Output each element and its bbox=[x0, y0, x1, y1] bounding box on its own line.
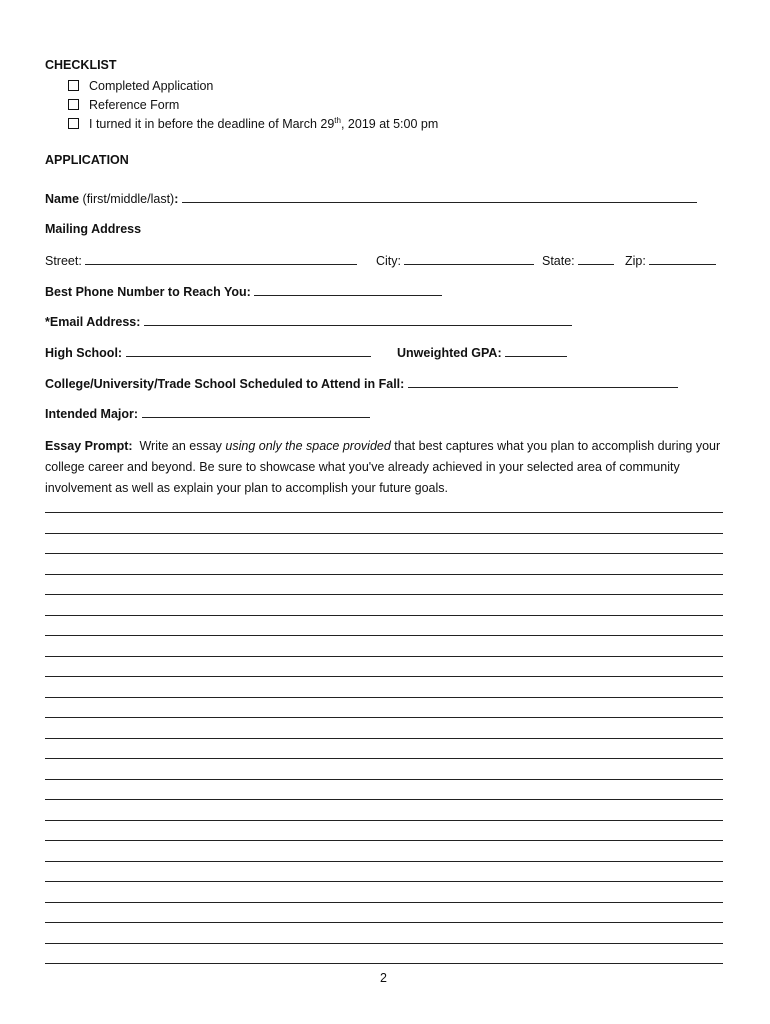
checkbox-reference-form[interactable] bbox=[68, 99, 79, 110]
checklist-item-label: Reference Form bbox=[89, 97, 180, 112]
essay-line[interactable] bbox=[45, 724, 723, 739]
essay-line[interactable] bbox=[45, 683, 723, 698]
major-row bbox=[45, 406, 370, 421]
zip-row bbox=[625, 253, 716, 268]
essay-text-italic: using only the space provided bbox=[225, 439, 391, 453]
gpa-label: Unweighted GPA: bbox=[397, 346, 502, 360]
college-row bbox=[45, 376, 678, 391]
state-label: State: bbox=[542, 254, 575, 268]
essay-line[interactable] bbox=[45, 539, 723, 554]
checkbox-completed-application[interactable] bbox=[68, 80, 79, 91]
zip-label: Zip: bbox=[625, 254, 646, 268]
high-school-row bbox=[45, 345, 371, 360]
gpa-field[interactable] bbox=[505, 345, 567, 357]
essay-line[interactable] bbox=[45, 888, 723, 903]
essay-line[interactable] bbox=[45, 560, 723, 575]
state-field[interactable] bbox=[578, 253, 614, 265]
city-field[interactable] bbox=[404, 253, 534, 265]
essay-line[interactable] bbox=[45, 867, 723, 882]
major-label: Intended Major: bbox=[45, 407, 139, 421]
high-school-label: High School: bbox=[45, 346, 123, 360]
essay-line[interactable] bbox=[45, 806, 723, 821]
mailing-address-label: Mailing Address bbox=[45, 222, 142, 236]
street-label: Street: bbox=[45, 254, 82, 268]
checklist-item-label: Completed Application bbox=[89, 78, 214, 93]
essay-line[interactable] bbox=[45, 929, 723, 944]
state-row bbox=[542, 253, 614, 268]
email-row bbox=[45, 314, 572, 329]
essay-line[interactable] bbox=[45, 662, 723, 677]
checklist-item-application bbox=[68, 77, 213, 94]
application-title: APPLICATION bbox=[45, 153, 129, 167]
essay-line[interactable] bbox=[45, 949, 723, 964]
essay-line[interactable] bbox=[45, 642, 723, 657]
major-field[interactable] bbox=[142, 406, 370, 418]
email-label: *Email Address: bbox=[45, 315, 141, 329]
essay-line[interactable] bbox=[45, 744, 723, 759]
essay-line[interactable] bbox=[45, 826, 723, 841]
phone-row bbox=[45, 284, 442, 299]
name-colon: : bbox=[174, 192, 179, 206]
zip-field[interactable] bbox=[649, 253, 716, 265]
essay-line[interactable] bbox=[45, 498, 723, 513]
name-label: Name bbox=[45, 192, 80, 206]
checkbox-deadline[interactable] bbox=[68, 118, 79, 129]
essay-line[interactable] bbox=[45, 703, 723, 718]
street-field[interactable] bbox=[85, 253, 357, 265]
checklist-item-reference bbox=[68, 96, 179, 113]
phone-field[interactable] bbox=[254, 284, 442, 296]
essay-text-1: Write an essay bbox=[139, 439, 222, 453]
city-label: City: bbox=[376, 254, 401, 268]
essay-prompt bbox=[45, 436, 735, 499]
checklist-item-deadline bbox=[68, 115, 438, 132]
name-hint: (first/middle/last) bbox=[82, 192, 175, 206]
essay-label: Essay Prompt: bbox=[45, 439, 133, 453]
essay-line[interactable] bbox=[45, 785, 723, 800]
essay-line[interactable] bbox=[45, 621, 723, 636]
checklist-item-label: I turned it in before the deadline of March 29th, 2019 at 5:00 pm bbox=[89, 115, 439, 132]
email-field[interactable] bbox=[144, 314, 572, 326]
street-row bbox=[45, 253, 357, 268]
essay-line[interactable] bbox=[45, 765, 723, 780]
page-number: 2 bbox=[380, 971, 387, 985]
essay-line[interactable] bbox=[45, 847, 723, 862]
college-field[interactable] bbox=[408, 376, 678, 388]
essay-line[interactable] bbox=[45, 519, 723, 534]
essay-text-2: that best captures what you plan to accomplish during your college career and beyond. Be sure to showcase what you've already achieved in your selected area of community involvement as well as explain your plan to accomplish your future goals. bbox=[45, 439, 721, 495]
essay-line[interactable] bbox=[45, 908, 723, 923]
gpa-row bbox=[397, 345, 567, 360]
phone-label: Best Phone Number to Reach You: bbox=[45, 285, 251, 299]
essay-line[interactable] bbox=[45, 580, 723, 595]
high-school-field[interactable] bbox=[126, 345, 371, 357]
essay-line[interactable] bbox=[45, 601, 723, 616]
checklist-title: CHECKLIST bbox=[45, 58, 117, 72]
city-row bbox=[376, 253, 534, 268]
name-field[interactable] bbox=[182, 191, 697, 203]
college-label: College/University/Trade School Scheduled to Attend in Fall: bbox=[45, 377, 405, 391]
name-row bbox=[45, 191, 697, 206]
